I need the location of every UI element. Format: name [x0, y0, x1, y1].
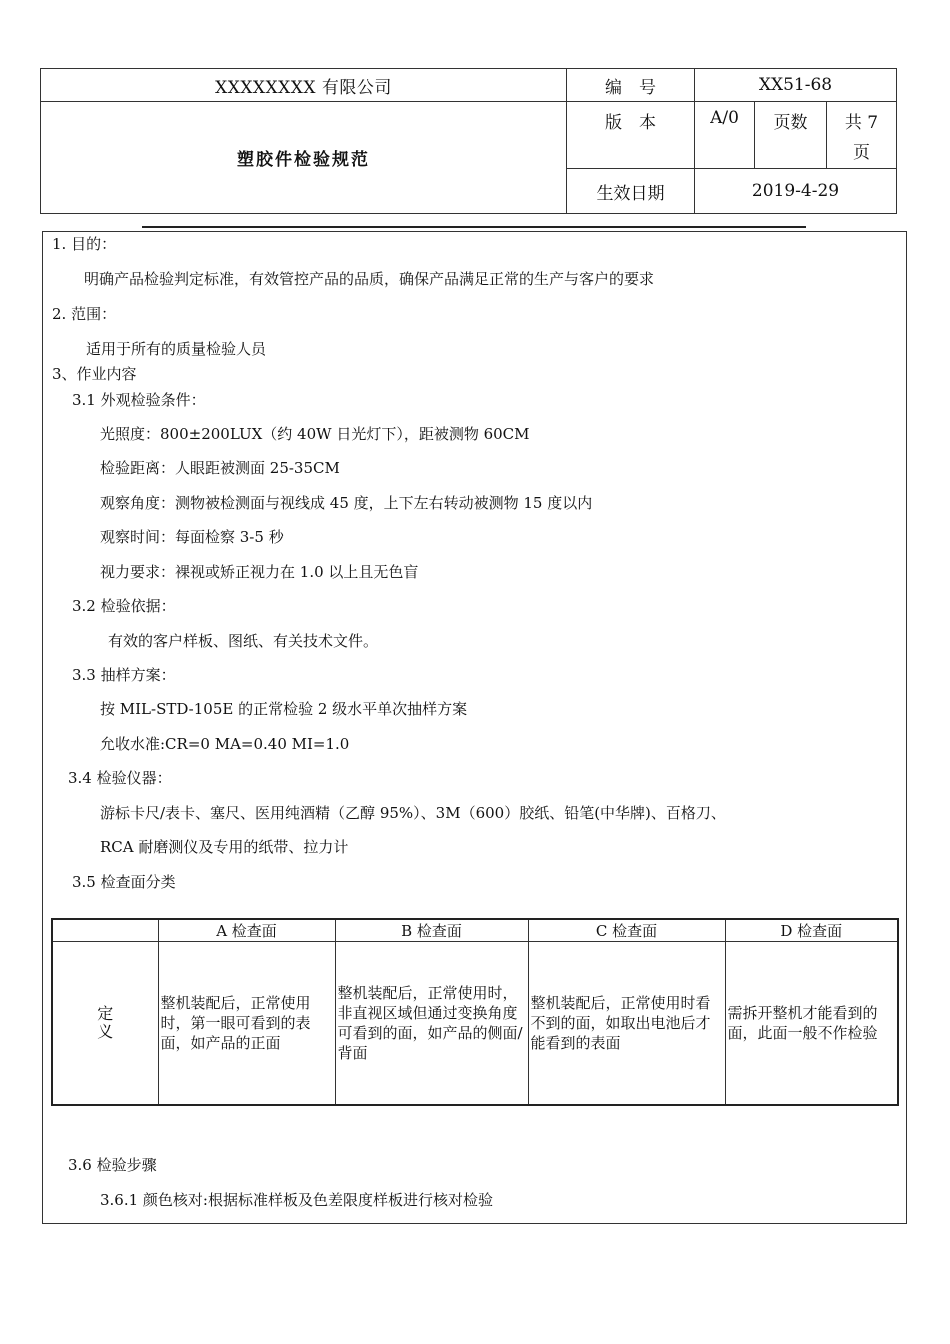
pages-value [827, 102, 897, 169]
table-header-cell: D 检查面 [725, 919, 898, 942]
sampling-plan-item: 允收水准:CR=0 MA=0.40 MI=1.0 [100, 735, 350, 753]
table-header-cell [52, 919, 158, 942]
table-header-cell: B 检查面 [335, 919, 528, 942]
number-value: XX51-68 [695, 69, 897, 102]
section-3-2-title: 3.2 检验依据： [72, 597, 176, 615]
section-3-6-title: 3.6 检验步骤 [68, 1156, 157, 1174]
number-label: 编 号 [567, 69, 695, 102]
version-label: 版 本 [567, 102, 695, 169]
section-3-6-1: 3.6.1 颜色核对:根据标准样板及色差限度样板进行核对检验 [100, 1191, 493, 1209]
instrument-item: RCA 耐磨测仪及专用的纸带、拉力计 [100, 838, 349, 856]
inspection-condition-item: 检验距离：人眼距被测面 25-35CM [100, 459, 340, 477]
row-label-char: 义 [97, 1022, 114, 1041]
pages-label: 页数 [755, 102, 827, 169]
section-3-title: 3、作业内容 [52, 365, 137, 383]
section-3-2-body: 有效的客户样板、图纸、有关技术文件。 [108, 632, 379, 650]
instrument-item: 游标卡尺/表卡、塞尺、医用纯酒精（乙醇 95%）、3M（600）胶纸、铅笔(中华牌)、百格刀、 [100, 804, 726, 822]
inspection-condition-item: 视力要求：裸视或矫正视力在 1.0 以上且无色盲 [100, 563, 419, 581]
header-separator [142, 226, 806, 228]
table-header-cell: C 检查面 [528, 919, 725, 942]
row-label-char: 定 [97, 1004, 114, 1023]
section-3-1-title: 3.1 外观检验条件： [72, 391, 206, 409]
definition-row-label [52, 942, 158, 1106]
section-2-body: 适用于所有的质量检验人员 [86, 340, 267, 358]
inspection-surface-table [51, 918, 899, 1106]
date-label: 生效日期 [567, 169, 695, 214]
sampling-plan-item: 按 MIL-STD-105E 的正常检验 2 级水平单次抽样方案 [100, 700, 468, 718]
definition-cell: 整机装配后，正常使用时，第一眼可看到的表面，如产品的正面 [158, 942, 335, 1106]
pages-unit: 页 [853, 143, 870, 163]
definition-cell: 需拆开整机才能看到的面，此面一般不作检验 [725, 942, 898, 1106]
inspection-condition-item: 光照度：800±200LUX（约 40W 日光灯下），距被测物 60CM [100, 425, 530, 443]
definition-cell: 整机装配后，正常使用时看不到的面，如取出电池后才能看到的表面 [528, 942, 725, 1106]
inspection-condition-item: 观察时间：每面检察 3-5 秒 [100, 528, 284, 546]
section-3-5-title: 3.5 检查面分类 [72, 873, 176, 891]
date-value: 2019-4-29 [695, 169, 897, 214]
company-name: XXXXXXXX 有限公司 [41, 69, 567, 102]
section-1-body: 明确产品检验判定标准，有效管控产品的品质，确保产品满足正常的生产与客户的要求 [84, 270, 655, 288]
section-2-title: 2. 范围： [52, 305, 117, 323]
section-3-4-title: 3.4 检验仪器： [68, 769, 172, 787]
document-header-table [40, 68, 897, 214]
definition-cell: 整机装配后，正常使用时，非直视区域但通过变换角度可看到的面，如产品的侧面/背面 [335, 942, 528, 1106]
section-3-3-title: 3.3 抽样方案： [72, 666, 176, 684]
table-header-cell: A 检查面 [158, 919, 335, 942]
document-title: 塑胶件检验规范 [41, 102, 567, 214]
inspection-condition-item: 观察角度：测物被检测面与视线成 45 度，上下左右转动被测物 15 度以内 [100, 494, 593, 512]
pages-total: 共 7 [844, 113, 879, 133]
section-1-title: 1. 目的： [52, 235, 117, 253]
version-value: A/0 [695, 102, 755, 169]
